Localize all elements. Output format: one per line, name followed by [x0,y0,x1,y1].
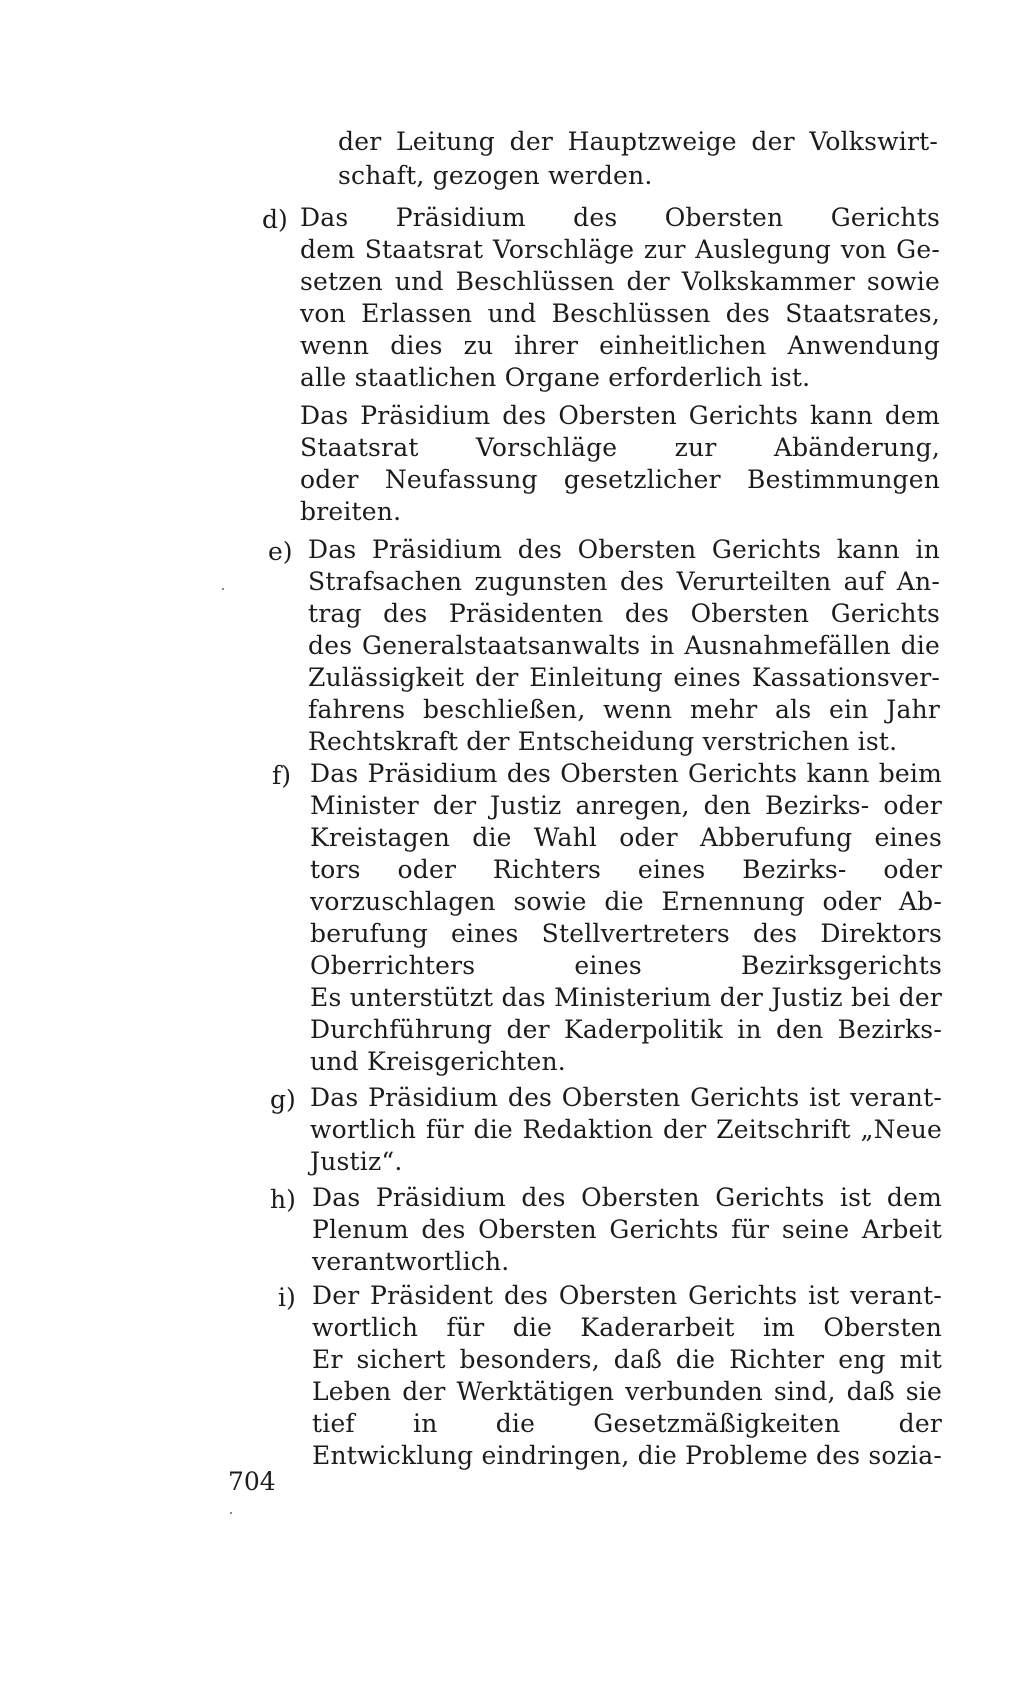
text-line: Das Präsidium des Obersten Gerichts kann beim [310,759,942,788]
text-line: Entwicklung eindringen, die Probleme des sozia- [312,1441,942,1470]
text-line: und Kreisgerichten. [310,1047,566,1076]
text-line: Kreistagen die Wahl oder Abberufung eines [310,823,942,852]
text-line: Rechtskraft der Entscheidung verstrichen ist. [308,727,898,756]
text-line: der Leitung der Hauptzweige der Volkswirt- [338,127,938,156]
text-line: setzen und Beschlüssen der Volkskammer sowie [300,267,940,296]
text-line: Zulässigkeit der Einleitung eines Kassationsver- [308,663,940,692]
text-line: Oberrichters eines Bezirksgerichts [310,951,942,980]
text-line: Plenum des Obersten Gerichts für seine Arbeit [312,1215,942,1244]
text-line: tief in die Gesetzmäßigkeiten der [312,1409,942,1438]
text-line: Der Präsident des Obersten Gerichts ist verant- [312,1281,942,1310]
item-label-d: d) [262,205,288,234]
text-line: Das Präsidium des Obersten Gerichts ist dem [312,1183,942,1212]
scan-speck [230,1512,232,1514]
page-number: 704 [228,1467,276,1496]
text-line: Strafsachen zugunsten des Verurteilten auf An- [308,567,940,596]
item-label-i: i) [278,1283,296,1312]
scan-speck [222,588,224,590]
text-line: breiten. [300,497,402,526]
text-line: Das Präsidium des Obersten Gerichts kann dem [300,401,940,430]
text-line: vorzuschlagen sowie die Ernennung oder Ab- [310,887,942,916]
text-line: wortlich für die Redaktion der Zeitschrift „Neue [310,1115,942,1144]
text-line: verantwortlich. [312,1247,510,1276]
text-line: Staatsrat Vorschläge zur Abänderung, [300,433,940,462]
item-label-e: e) [268,537,293,566]
text-line: Das Präsidium des Obersten Gerichts kann in [308,535,940,564]
text-line: wortlich für die Kaderarbeit im Obersten [312,1313,942,1342]
text-line: Minister der Justiz anregen, den Bezirks- oder [310,791,942,820]
text-line: Das Präsidium des Obersten Gerichts [300,203,940,232]
text-line: schaft, gezogen werden. [338,161,653,190]
text-line: Das Präsidium des Obersten Gerichts ist verant- [310,1083,942,1112]
text-line: Es unterstützt das Ministerium der Justiz bei der [310,983,942,1012]
text-line: Er sichert besonders, daß die Richter eng mit [312,1345,942,1374]
item-label-h: h) [270,1185,296,1214]
text-line: dem Staatsrat Vorschläge zur Auslegung von Ge- [300,235,940,264]
text-line: Justiz“. [310,1147,403,1176]
text-line: oder Neufassung gesetzlicher Bestimmungen [300,465,940,494]
text-line: Leben der Werktätigen verbunden sind, daß sie [312,1377,942,1406]
item-label-f: f) [272,761,292,790]
item-label-g: g) [270,1085,296,1114]
text-line: wenn dies zu ihrer einheitlichen Anwendung [300,331,940,360]
text-line: berufung eines Stellvertreters des Direktors [310,919,942,948]
text-line: fahrens beschließen, wenn mehr als ein Jahr [308,695,940,724]
text-line: Durchführung der Kaderpolitik in den Bezirks- [310,1015,942,1044]
text-line: von Erlassen und Beschlüssen des Staatsrates, [300,299,940,328]
text-line: trag des Präsidenten des Obersten Gerichts [308,599,940,628]
text-line: alle staatlichen Organe erforderlich ist. [300,363,811,392]
text-line: tors oder Richters eines Bezirks- oder [310,855,942,884]
text-line: des Generalstaatsanwalts in Ausnahmefällen die [308,631,940,660]
